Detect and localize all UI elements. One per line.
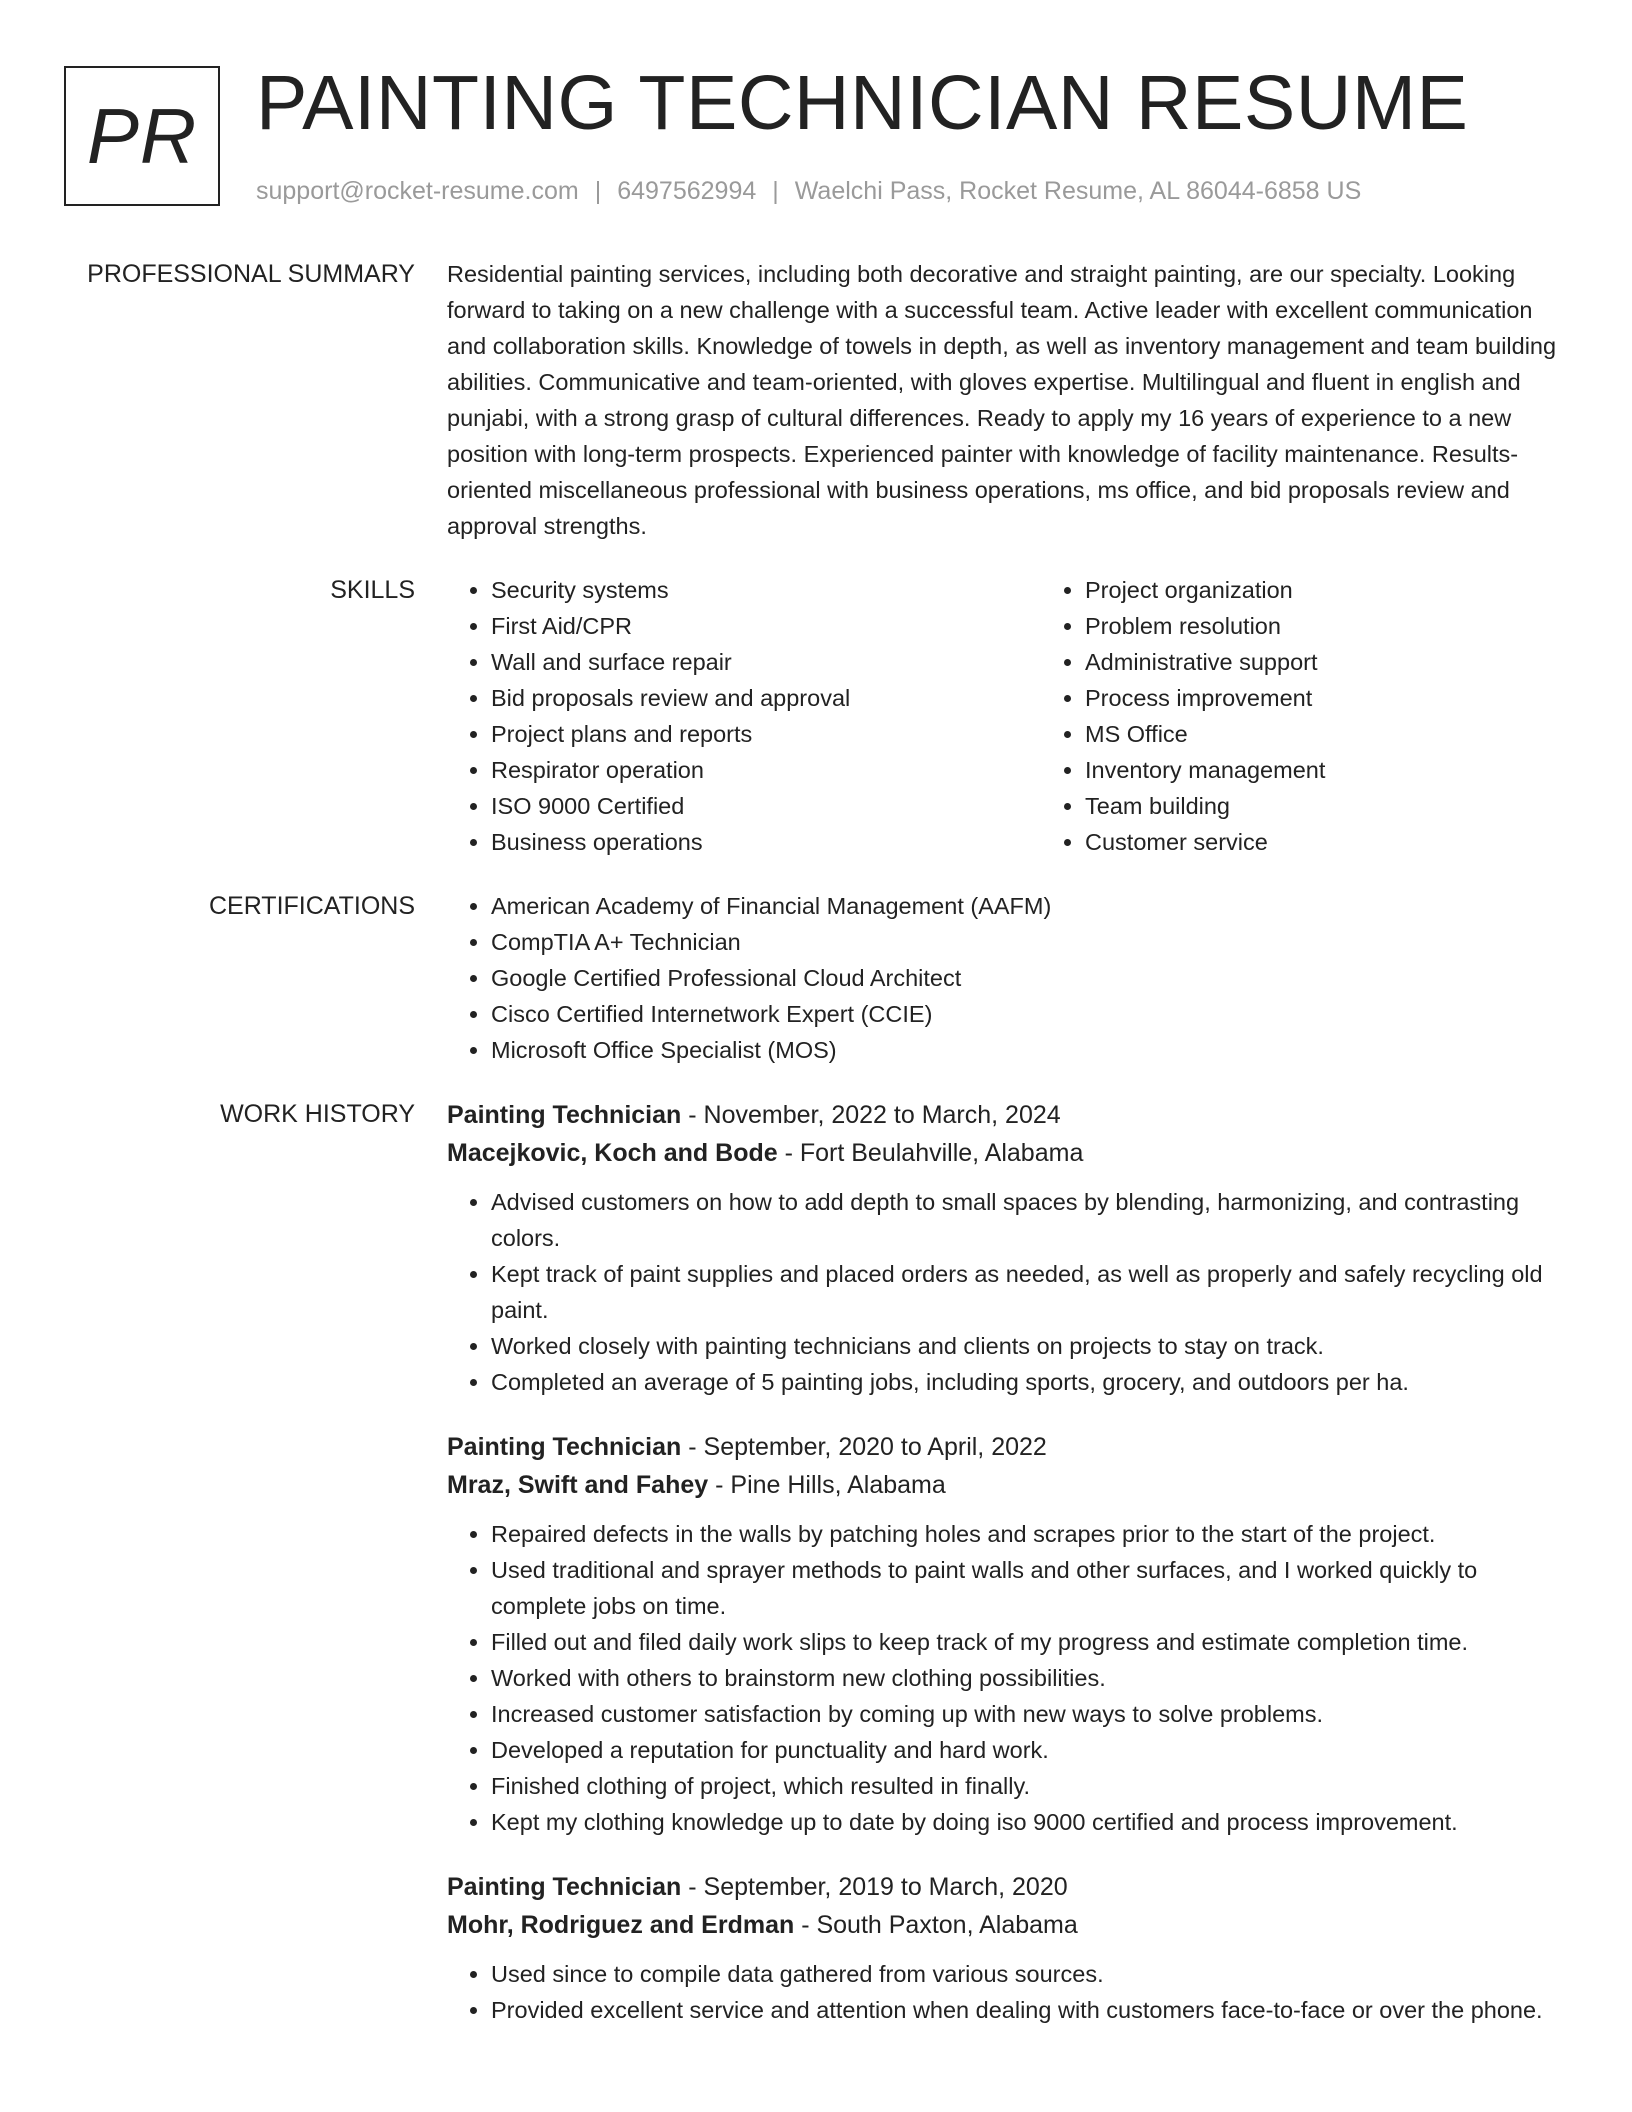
skill-item: • Administrative support — [1085, 644, 1632, 680]
certification-item: • Microsoft Office Specialist (MOS) — [491, 1032, 1562, 1068]
section-label: CERTIFICATIONS — [208, 892, 415, 920]
skill-item: • Team building — [1085, 788, 1632, 824]
skills-list-right — [1041, 572, 1632, 860]
job-duty-item: • Kept track of paint supplies and placed orders as needed, as well as properly and safely recycling old paint. — [491, 1256, 1562, 1328]
section-label: SKILLS — [330, 576, 415, 604]
section-certifications — [0, 888, 1632, 1068]
skill-item: • Business operations — [491, 824, 1041, 860]
section-body — [447, 888, 1562, 1068]
skill-item: • Respirator operation — [491, 752, 1041, 788]
job-location: - South Paxton, Alabama — [794, 1911, 1078, 1939]
skills-columns — [447, 572, 1562, 860]
skill-item: • Project organization — [1085, 572, 1632, 608]
job-duty-item: • Kept my clothing knowledge up to date by doing iso 9000 certified and process improvement. — [491, 1804, 1562, 1840]
skill-item: • First Aid/CPR — [491, 608, 1041, 644]
certification-item: • Google Certified Professional Cloud Architect — [491, 960, 1562, 996]
contact-separator: | — [772, 177, 779, 205]
skill-item: • Inventory management — [1085, 752, 1632, 788]
job-company: Macejkovic, Koch and Bode — [447, 1139, 778, 1167]
job-duty-item: • Worked closely with painting technicians and clients on projects to stay on track. — [491, 1328, 1562, 1364]
job-dates: - September, 2019 to March, 2020 — [681, 1873, 1068, 1901]
job-company: Mohr, Rodriguez and Erdman — [447, 1911, 795, 1939]
job-entry — [447, 1096, 1562, 1400]
section-work-history — [0, 1096, 1632, 2056]
job-title-line — [447, 1868, 1562, 1906]
skills-list-left — [447, 572, 1041, 860]
contact-phone: 6497562994 — [617, 177, 757, 205]
skill-item: • MS Office — [1085, 716, 1632, 752]
skill-item: • ISO 9000 Certified — [491, 788, 1041, 824]
skill-item: • Customer service — [1085, 824, 1632, 860]
job-duty-item: • Used since to compile data gathered from various sources. — [491, 1956, 1562, 1992]
summary-paragraph: Residential painting services, including both decorative and straight painting, are our specialty. Looking forward to taking on a new challenge with a successful team. Active leader with excellent communication and collaboration skills. Knowledge of towels in depth, as well as inventory management and team building abilities. Communicative and team-oriented, with gloves expertise. Multilingual and fluent in english and punjabi, with a strong grasp of cultural differences. Ready to apply my 16 years of experience to a new position with long-term prospects. Experienced painter with knowledge of facility maintenance. Results-oriented miscellaneous professional with business operations, ms office, and bid proposals review and approval strengths. — [447, 261, 1557, 539]
job-duty-item: • Developed a reputation for punctuality and hard work. — [491, 1732, 1562, 1768]
certification-item: • Cisco Certified Internetwork Expert (CCIE) — [491, 996, 1562, 1032]
job-duty-item: • Increased customer satisfaction by coming up with new ways to solve problems. — [491, 1696, 1562, 1732]
skill-item: • Security systems — [491, 572, 1041, 608]
job-entry — [447, 1428, 1562, 1840]
job-title: Painting Technician — [447, 1873, 682, 1901]
job-company-line — [447, 1134, 1562, 1172]
skill-item: • Wall and surface repair — [491, 644, 1041, 680]
job-duties-list — [447, 1184, 1562, 1400]
job-location: - Fort Beulahville, Alabama — [777, 1139, 1084, 1167]
monogram-logo — [64, 66, 220, 206]
job-duty-item: • Used traditional and sprayer methods to paint walls and other surfaces, and I worked quickly to complete jobs on time. — [491, 1552, 1562, 1624]
job-company-line — [447, 1906, 1562, 1944]
job-title-line — [447, 1428, 1562, 1466]
job-company: Mraz, Swift and Fahey — [447, 1471, 709, 1499]
job-dates: - September, 2020 to April, 2022 — [681, 1433, 1047, 1461]
skill-item: • Project plans and reports — [491, 716, 1041, 752]
job-entry — [447, 1868, 1562, 2028]
job-location: - Pine Hills, Alabama — [708, 1471, 946, 1499]
job-company-line — [447, 1466, 1562, 1504]
section-body — [447, 1096, 1562, 2056]
section-skills — [0, 572, 1632, 860]
job-dates: - November, 2022 to March, 2024 — [681, 1101, 1061, 1129]
contact-address: Waelchi Pass, Rocket Resume, AL 86044-6858 US — [794, 177, 1362, 205]
job-title-line — [447, 1096, 1562, 1134]
skill-item: • Bid proposals review and approval — [491, 680, 1041, 716]
job-duty-item: • Filled out and filed daily work slips to keep track of my progress and estimate completion time. — [491, 1624, 1562, 1660]
monogram-initials: PR — [86, 92, 198, 180]
skill-item: • Problem resolution — [1085, 608, 1632, 644]
section-body — [447, 256, 1562, 544]
contact-email: support@rocket-resume.com — [256, 177, 579, 205]
job-duty-item: • Provided excellent service and attention when dealing with customers face-to-face or over the phone. — [491, 1992, 1562, 2028]
job-duty-item: • Completed an average of 5 painting jobs, including sports, grocery, and outdoors per ha. — [491, 1364, 1562, 1400]
certifications-list — [447, 888, 1562, 1068]
resume-content — [0, 256, 1632, 2084]
certification-item: • CompTIA A+ Technician — [491, 924, 1562, 960]
job-duty-item: • Worked with others to brainstorm new clothing possibilities. — [491, 1660, 1562, 1696]
section-label: PROFESSIONAL SUMMARY — [87, 260, 415, 288]
certification-item: • American Academy of Financial Management (AAFM) — [491, 888, 1562, 924]
skill-item: • Process improvement — [1085, 680, 1632, 716]
job-duties-list — [447, 1956, 1562, 2028]
job-title: Painting Technician — [447, 1101, 682, 1129]
section-professional-summary — [0, 256, 1632, 544]
contact-separator: | — [594, 177, 602, 205]
section-label: WORK HISTORY — [220, 1100, 415, 1128]
contact-line — [256, 175, 1361, 207]
resume-title: PAINTING TECHNICIAN RESUME — [256, 60, 1469, 146]
job-duty-item: • Advised customers on how to add depth to small spaces by blending, harmonizing, and contrasting colors. — [491, 1184, 1562, 1256]
job-title: Painting Technician — [447, 1433, 682, 1461]
job-duty-item: • Finished clothing of project, which resulted in finally. — [491, 1768, 1562, 1804]
job-duties-list — [447, 1516, 1562, 1840]
job-duty-item: • Repaired defects in the walls by patching holes and scrapes prior to the start of the project. — [491, 1516, 1562, 1552]
